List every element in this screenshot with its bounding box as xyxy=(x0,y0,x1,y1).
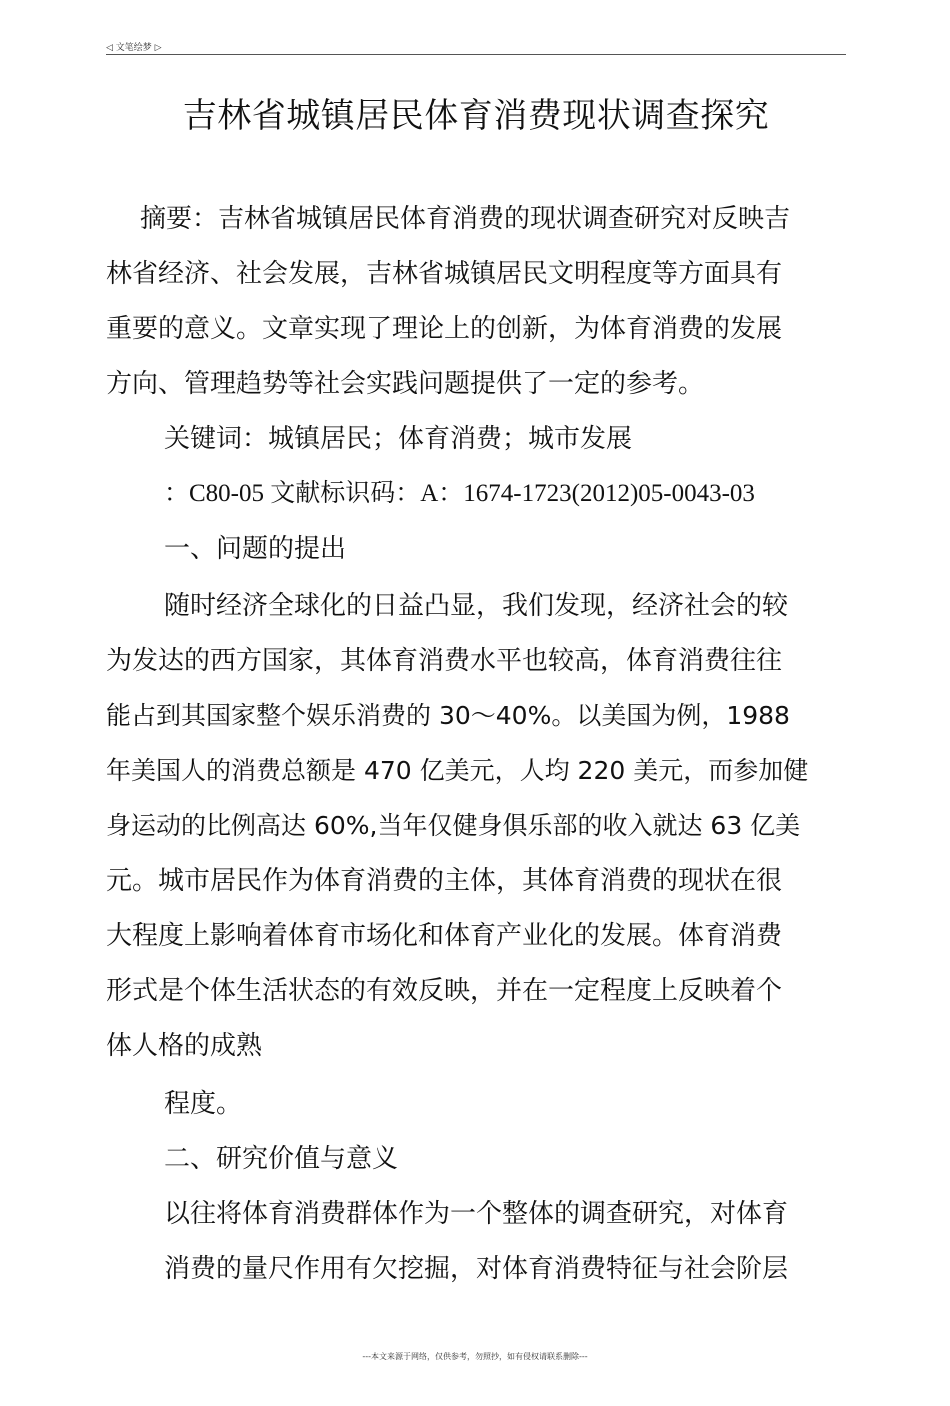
body-line-3: 能占到其国家整个娱乐消费的 30〜40%。以美国为例，1988 xyxy=(106,701,790,730)
abstract-line-4: 方向、管理趋势等社会实践问题提供了一定的参考。 xyxy=(106,369,705,399)
section-heading-1: 一、问题的提出 xyxy=(164,534,347,564)
keywords-line: 关键词：城镇居民；体育消费；城市发展 xyxy=(164,424,633,454)
section-heading-2: 二、研究价值与意义 xyxy=(164,1144,399,1174)
body-line-4: 年美国人的消费总额是 470 亿美元，人均 220 美元，而参加健 xyxy=(106,756,809,785)
body-line-2: 为发达的西方国家，其体育消费水平也较高，体育消费往往 xyxy=(106,646,783,676)
abstract-line-1: 摘要：吉林省城镇居民体育消费的现状调查研究对反映吉 xyxy=(140,204,791,234)
body-line-9: 体人格的成熟 xyxy=(106,1031,263,1061)
header-rule xyxy=(106,54,846,55)
abstract-line-2: 林省经济、社会发展，吉林省城镇居民文明程度等方面具有 xyxy=(106,259,783,289)
classification-line: ：C80-05 文献标识码：A：1674-1723(2012)05-0043-03 xyxy=(164,480,755,507)
body-line-8: 形式是个体生活状态的有效反映，并在一定程度上反映着个 xyxy=(106,976,783,1006)
body-line-12: 消费的量尺作用有欠挖掘，对体育消费特征与社会阶层 xyxy=(164,1254,789,1284)
body-line-10: 程度。 xyxy=(164,1089,243,1119)
body-line-7: 大程度上影响着体育市场化和体育产业化的发展。体育消费 xyxy=(106,921,783,951)
document-header: ◁ 文笔绘梦 ▷ xyxy=(106,43,162,53)
abstract-line-3: 重要的意义。文章实现了理论上的创新，为体育消费的发展 xyxy=(106,314,783,344)
document-footer: ---本文来源于网络，仅供参考，勿照抄，如有侵权请联系删除--- xyxy=(362,1352,588,1361)
document-title: 吉林省城镇居民体育消费现状调查探究 xyxy=(182,96,770,136)
body-line-5: 身运动的比例高达 60%,当年仅健身俱乐部的收入就达 63 亿美 xyxy=(106,811,801,840)
body-line-6: 元。城市居民作为体育消费的主体，其体育消费的现状在很 xyxy=(106,866,783,896)
body-line-11: 以往将体育消费群体作为一个整体的调查研究，对体育 xyxy=(164,1199,789,1229)
body-line-1: 随时经济全球化的日益凸显，我们发现，经济社会的较 xyxy=(164,591,789,621)
